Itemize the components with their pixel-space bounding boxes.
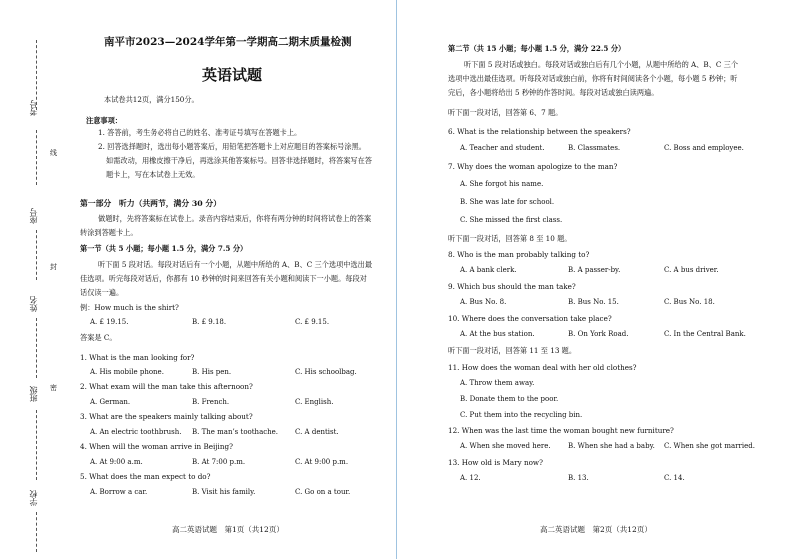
page-2 [396, 0, 794, 559]
option-b: B. Classmates. [568, 144, 621, 152]
section1-desc-line: 佳选项。听完每段对话后，你都有 10 秒钟的时间来回答有关小题和阅读下一小题。每段对 [80, 274, 367, 283]
option-a: A. When she moved here. [460, 442, 551, 450]
exam-no-label: 考号 [29, 100, 38, 116]
note-line: 如需改动，用橡皮擦干净后，再选涂其他答案标号。回答非选择题时，将答案写在答 [106, 156, 372, 165]
option-c: C. When she got married. [664, 442, 755, 450]
page-footer: 高二英语试题 第2页（共12页） [540, 525, 652, 534]
question-text: 7. Why does the woman apologize to the man? [448, 162, 618, 171]
option-c: C. At 9:00 p.m. [295, 458, 349, 466]
question-text: 1. What is the man looking for? [80, 353, 195, 362]
option-a: A. Borrow a car. [90, 488, 148, 496]
option-b: B. A passer-by. [568, 266, 621, 274]
option-a: A. Teacher and student. [460, 144, 545, 152]
seal-char: 封 [50, 263, 57, 271]
option-a: A. His mobile phone. [90, 368, 164, 376]
question-text: 11. How does the woman deal with her old clothes? [448, 363, 637, 372]
dialog-lead: 听下面一段对话，回答第 8 至 10 题。 [448, 234, 572, 243]
option-a: A. She forgot his name. [460, 180, 544, 188]
option-b: B. French. [192, 398, 230, 406]
option-c: C. Bus No. 18. [664, 298, 715, 306]
part1-desc-line: 做题时，先将答案标在试卷上。录音内容结束后，你将有两分钟的时间将试卷上的答案 [98, 214, 372, 223]
option-c: C. A bus driver. [664, 266, 719, 274]
page-1 [0, 0, 396, 559]
note-line: 1. 答答前，考生务必将自己的姓名、准考证号填写在答题卡上。 [98, 128, 302, 137]
section2-heading: 第二节（共 15 小题；每小题 1.5 分，满分 22.5 分） [448, 44, 626, 53]
option-c: C. Boss and employee. [664, 144, 744, 152]
note-line: 题卡上，写在本试卷上无效。 [106, 170, 200, 179]
option-a: A. An electric toothbrush. [90, 428, 182, 436]
class-label: 班级 [29, 386, 38, 402]
exam-title: 南平市2023—2024学年第一学期高二期末质量检测 [104, 36, 352, 48]
option-c: C. In the Central Bank. [664, 330, 746, 338]
option-a: A. At the bus station. [460, 330, 535, 338]
option-b: B. She was late for school. [460, 198, 555, 206]
school-label: 学校 [29, 490, 38, 506]
section2-desc-line: 听下面 5 段对话或独白。每段对话或独白后有几个小题，从题中所给的 A、B、C 三个 [464, 60, 739, 69]
option-c: C. Go on a tour. [295, 488, 351, 496]
question-text: 10. Where does the conversation take place? [448, 314, 612, 323]
exam-subject-title: 英语试题 [202, 66, 263, 84]
secret-char: 密 [50, 384, 57, 392]
question-text: 4. When will the woman arrive in Beijing? [80, 442, 233, 451]
option-c: C. Put them into the recycling bin. [460, 411, 583, 419]
option-a: A. 12. [460, 474, 481, 482]
option-b: B. £ 9.18. [192, 318, 227, 326]
section1-heading: 第一节（共 5 小题；每小题 1.5 分，满分 7.5 分） [80, 244, 248, 253]
option-c: C. She missed the first class. [460, 216, 563, 224]
option-b: B. Visit his family. [192, 488, 256, 496]
question-text: 6. What is the relationship between the speakers? [448, 127, 631, 136]
question-text: 9. Which bus should the man take? [448, 282, 576, 291]
option-b: B. 13. [568, 474, 589, 482]
dialog-lead: 听下面一段对话，回答第 6、7 题。 [448, 108, 563, 117]
question-text: 5. What does the man expect to do? [80, 472, 211, 481]
section1-desc-line: 话仅读一遍。 [80, 288, 124, 297]
option-b: B. When she had a baby. [568, 442, 655, 450]
question-text: 2. What exam will the man take this afternoon? [80, 382, 253, 391]
line-char: 线 [50, 149, 57, 157]
part1-desc-line: 转涂到答题卡上。 [80, 228, 138, 237]
question-text: 13. How old is Mary now? [448, 458, 543, 467]
question-text: 3. What are the speakers mainly talking about? [80, 412, 253, 421]
page-footer: 高二英语试题 第1页（共12页） [172, 525, 284, 534]
notes-title: 注意事项： [86, 116, 122, 125]
option-c: C. 14. [664, 474, 685, 482]
option-c: C. £ 9.15. [295, 318, 330, 326]
option-b: B. The man’s toothache. [192, 428, 279, 436]
option-a: A. At 9:00 a.m. [90, 458, 143, 466]
option-b: B. His pen. [192, 368, 232, 376]
seat-no-label: 座号 [29, 208, 38, 224]
option-b: B. On York Road. [568, 330, 629, 338]
example-answer: 答案是 C。 [80, 333, 117, 342]
intro-text: 本试卷共12页，满分150分。 [104, 95, 199, 104]
part1-heading: 第一部分 听力（共两节，满分 30 分） [80, 199, 222, 208]
option-b: B. Donate them to the poor. [460, 395, 559, 403]
option-a: A. £ 19.15. [90, 318, 129, 326]
option-c: C. English. [295, 398, 334, 406]
question-text: 12. When was the last time the woman bought new furniture? [448, 426, 674, 435]
option-b: B. At 7:00 p.m. [192, 458, 246, 466]
option-a: A. Throw them away. [460, 379, 535, 387]
dialog-lead: 听下面一段对话，回答第 11 至 13 题。 [448, 346, 577, 355]
section1-desc-line: 听下面 5 段对话。每段对话后有一个小题，从题中所给的 A、B、C 三个选项中选出最 [98, 260, 373, 269]
option-c: C. His schoolbag. [295, 368, 357, 376]
option-a: A. German. [90, 398, 131, 406]
note-line: 2. 回答选择题时，选出每小题答案后，用铅笔把答题卡上对应题目的答案标号涂黑。 [98, 142, 366, 151]
section2-desc-line: 选项中选出最佳选项。听每段对话或独白前，你将有时间阅读各个小题，每小题 5 秒钟；听 [448, 74, 738, 83]
section2-desc-line: 完后，各小题将给出 5 秒钟的作答时间。每段对话或独白读两遍。 [448, 88, 659, 97]
option-c: C. A dentist. [295, 428, 339, 436]
option-a: A. A bank clerk. [460, 266, 517, 274]
name-label: 姓名 [29, 296, 38, 312]
example-question: 例：How much is the shirt? [80, 303, 179, 312]
option-b: B. Bus No. 15. [568, 298, 619, 306]
question-text: 8. Who is the man probably talking to? [448, 250, 590, 259]
option-a: A. Bus No. 8. [460, 298, 507, 306]
